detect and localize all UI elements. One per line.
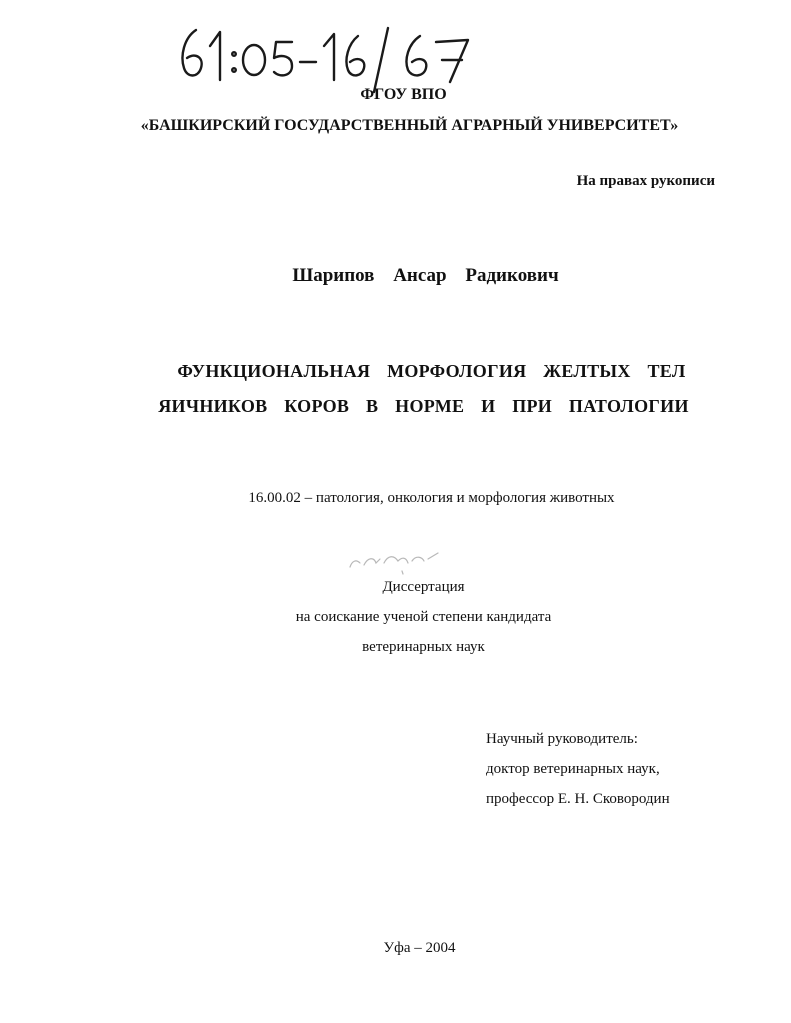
manuscript-note: На правах рукописи — [576, 173, 715, 189]
handwritten-catalog-code — [174, 22, 504, 96]
stamp-drawing — [342, 545, 452, 575]
city-year: Уфа – 2004 — [383, 940, 456, 956]
dissertation-line-3: ветеринарных наук — [362, 639, 485, 655]
handwritten-code-drawing — [174, 22, 504, 96]
dissertation-line-2: на соискание ученой степени кандидата — [295, 609, 552, 625]
organization-line-1: ФГОУ ВПО — [360, 86, 447, 103]
title-line-1: ФУНКЦИОНАЛЬНАЯ МОРФОЛОГИЯ ЖЕЛТЫХ ТЕЛ — [177, 361, 686, 381]
title-line-2: ЯИЧНИКОВ КОРОВ В НОРМЕ И ПРИ ПАТОЛОГИИ — [158, 396, 689, 416]
author-name: Шарипов Ансар Радикович — [292, 265, 559, 286]
dissertation-line-1: Диссертация — [382, 579, 465, 595]
supervisor-line-2: доктор ветеринарных наук, — [486, 761, 660, 777]
supervisor-line-3: профессор Е. Н. Сковородин — [486, 791, 670, 807]
specialty-code: 16.00.02 – патология, онкология и морфология животных — [248, 490, 615, 506]
supervisor-line-1: Научный руководитель: — [486, 731, 638, 747]
faint-stamp-mark — [342, 545, 452, 575]
organization-line-2: «БАШКИРСКИЙ ГОСУДАРСТВЕННЫЙ АГРАРНЫЙ УНИВЕРСИТЕТ» — [140, 117, 679, 134]
